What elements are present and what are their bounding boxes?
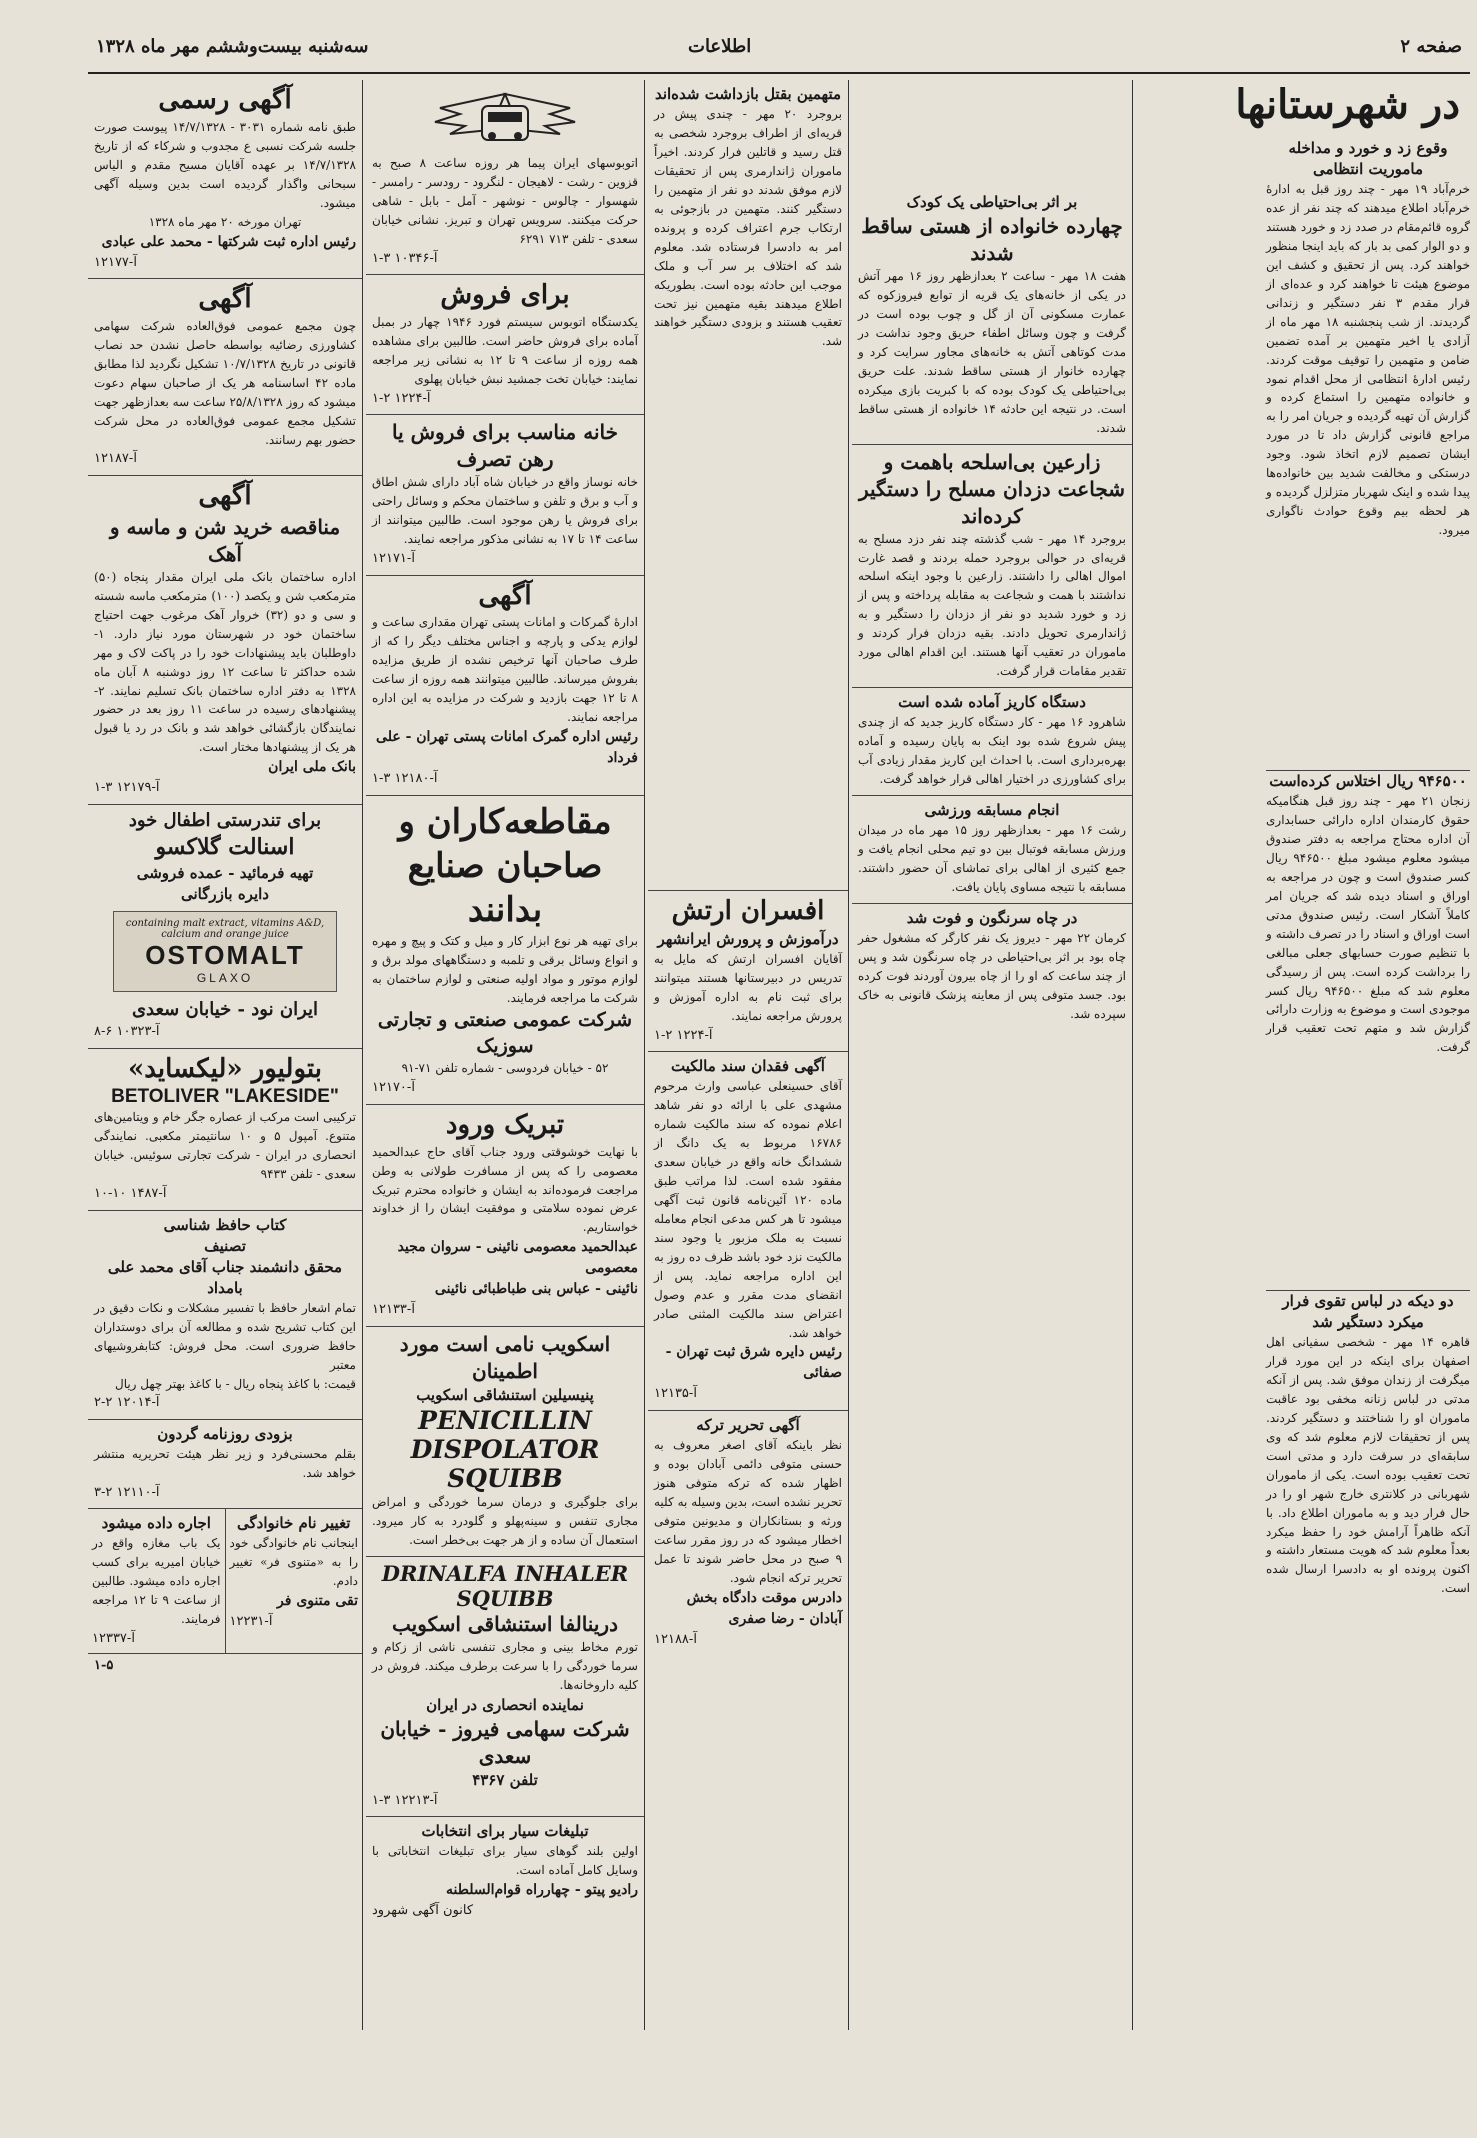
- ad-ref: آ-۱۲۰۱۴: [116, 1395, 160, 1411]
- ad-body: برای تهیه هر نوع ابزار کار و میل و کتک و پیچ و مهره و انواع وسائل برقی و تلمبه و دستگاههای مولد برق و لوازم موتور و مواد اولیه صنعتی و لوازم ساختمان به شرکت ما مراجعه فرمایند.: [372, 934, 638, 1006]
- ad-ref: آ-۱۲۱۱۰: [116, 1484, 160, 1500]
- ad-body: طبق نامه شماره ۳۰۳۱ - ۱۴/۷/۱۳۲۸ پیوست صورت جلسه شرکت نسبی ع مجدوب و شرکاء که از تاریخ ۱۴/۷/۱۳۲۸ بر عهده آقایان مسیح مقدم و الیاس سبحانی واگذار گردیده است بدین وسیله آگهی میشود.: [94, 119, 357, 210]
- article-body: رشت ۱۶ مهر - بعدازظهر روز ۱۵ مهر ماه در میدان ورزش مسابقه فوتبال بین دو تیم محلی انجام یافت و جمع کثیری از اهالی برای تماشای آن حضور داشتند. مسابقه با نتیجه مساوی پایان یافت.: [858, 823, 1127, 894]
- article-body: بروجرد ۲۰ مهر - چندی پیش در قریه‌ای از اطراف بروجرد شخصی به قتل رسید و قاتلین فرار کردند. اخیراً ماموران ژاندارمری پس از تحقیقات لازم موفق شدند دو نفر از متهمین را دستگیر کنند. متهمین در بازجوئی به ارتکاب جرم اعتراف کرده و پرونده امر به دادسرا فرستاده شد. معلوم شد که اختلاف بر سر آب و ملک موجب این حادثه بوده است. بطوریکه اطلاع میدهند بقیه متهمین نیز تحت تعقیب هستند و بزودی دستگیر خواهند شد.: [654, 107, 842, 349]
- article-headline: در چاه سرنگون و فوت شد: [906, 908, 1078, 927]
- ad-body: آقایان افسران ارتش که مایل به تدریس در دبیرستانها هستند میتوانند برای ثبت نام به اداره آموزش و پرورش مراجعه نمایند.: [654, 951, 842, 1023]
- ad-body: خانه نوساز واقع در خیابان شاه آباد دارای شش اطاق و آب و برق و تلفن و ساختمان محکم و وسائل راحتی برای فروش یا رهن موجود است. طالبین میتوانند از ساعت ۱۴ تا ۱۷ به نشانی مذکور مراجعه نمایند.: [372, 475, 638, 547]
- ad-ostomalt: [88, 805, 362, 1049]
- ad-body: ترکیبی است مرکب از عصاره جگر خام و ویتامین‌های متنوع. آمپول ۵ و ۱۰ سانتیمتر مکعبی. نمایندگی انحصاری در ایران - شرکت تجارتی سوئیس. خیابان سعدی - تلفن ۹۴۳۳: [94, 1110, 356, 1182]
- ad-body: یکدستگاه اتوبوس سیستم فورد ۱۹۴۶ چهار در بمبل آماده برای فروش حاضر است. طالبین برای مشاهده همه روزه از ساعت ۹ تا ۱۲ به نشانی زیر مراجعه نمایند: خیابان تخت جمشید نبش خیابان پهلوی: [372, 315, 638, 386]
- column-4: [366, 80, 644, 2030]
- ad-price: قیمت: با کاغذ پنجاه ریال - با کاغذ بهتر چهل ریال: [114, 1376, 356, 1391]
- column-5: [88, 80, 362, 2030]
- ad-date: تهران مورخه ۲۰ مهر ماه ۱۳۲۸: [148, 214, 302, 229]
- article-body: خرم‌آباد ۱۹ مهر - چند روز قبل به ادارهٔ خرم‌آباد اطلاع میدهند که چند نفر از عده گروه قائم‌مقام در صدد زد و خورد هستند و دو الوار کمی بد بار که باید اینجا منظور خواهند کرد. پس از تحقیق و کشف این موضوع هیئت تا خواهند کرد و عده‌ای از قرار مقدم ۳ نفر دستگیر و زندانی گردیدند. از شب پنجشنبه ۱۸ مهر ماه از آزادی یا اخیر متهمین بر آمده تضمین ضامن و متهمین را توقیف موقت کردند. رئیس ادارهٔ انتظامی از محل اقدام نمود و خانواده متهمین را استماع کرده و گزارش آن تهیه گردیده و جریان امر را به مراجع قانونی گزارش داد تا در مورد ایشان تصمیم لازم اتخاذ شود. وجود درستکی و مخالفت شدید بین خانواده‌ها پیدا شده و اینک شهربار متزلزل گردیده و هر لحظه بیم وقوع حوادث ناگواری میرود.: [1266, 182, 1470, 538]
- ad-name-change: [225, 1509, 363, 1652]
- ad-body: یک باب مغازه واقع در خیابان امیریه برای کسب اجاره داده میشود. طالبین از ساعت ۹ تا ۱۲ مراجعه فرمایند.: [92, 1536, 221, 1627]
- column-divider: [1132, 80, 1133, 2030]
- ad-headline: آگهی رسمی: [158, 85, 292, 115]
- article-body: زنجان ۲۱ مهر - چند روز قبل هنگامیکه حقوق کارمندان اداره دارائی حسابداری آن اداره محتاج مراجعه به دفتر صندوق میشود معلوم میشود مبلغ ۹۴۶۵۰۰ ریال کسر صندوق است و چون در مراجعه به اوراق و اسناد دیده شد که جریان امر کاملاً آشکار است. رئیس صندوق مدتی است اوراق و اسناد را در تصرف داشته و با تنظیم صورت حسابهای جعلی مبالغی را برداشت کرده است. پس از رسیدگی معلوم شد که مبلغ ۹۴۶۵۰۰ ریال کسر موجودی است و موضوع به وزارت دارائی گزارش شد و متهم تحت تعقیب قرار گرفت.: [1266, 794, 1470, 1055]
- article-escape: [1266, 1290, 1470, 1598]
- page-number: صفحه ۲: [1400, 36, 1462, 57]
- ad-ref: آ-۱۲۱۷۹: [116, 780, 160, 796]
- product-box: [113, 911, 337, 992]
- column-3: [648, 80, 848, 2030]
- ad-company: شرکت سهامی فیروز - خیابان سعدی: [380, 1716, 630, 1768]
- ad-subheadline-2: دایره بازرگانی: [180, 884, 269, 903]
- article-headline: دستگاه کاریز آماده شده است: [898, 693, 1086, 712]
- ad-body: تمام اشعار حافظ با تفسیر مشکلات و نکات دقیق در این کتاب تشریح شده و مطالعه آن برای دوستداران حافظ ضروری است. محل فروش: کتابفروشیهای معتبر: [94, 1300, 356, 1372]
- page-header: [88, 28, 1470, 74]
- ad-ref: آ-۱۲۱۳۵: [654, 1386, 697, 1402]
- ad-ref: آ-۱۰۳۲۳: [116, 1024, 160, 1040]
- ad-signature: تقی متنوی فر: [277, 1593, 358, 1610]
- article-kicker: بر اثر بی‌احتیاطی یک کودک: [906, 193, 1078, 211]
- ad-congratulations: [366, 1105, 644, 1327]
- ad-headline: آگهی: [478, 580, 532, 611]
- ad-body: با نهایت خوشوقتی ورود جناب آقای حاج عبدالحمید معصومی را که پس از مسافرت طولانی به وطن مراجعت فرموده‌اند به ایشان و خانواده محترم تبریک عرض نموده سلامتی و موفقیت ایشان را از خداوند خواستاریم.: [372, 1144, 638, 1235]
- ad-headline: تبریک ورود: [445, 1109, 565, 1140]
- ad-headline: بزودی روزنامه گردون: [157, 1424, 293, 1443]
- ad-for-rent: [88, 1509, 225, 1652]
- ad-author: محقق دانشمند جناب آقای محمد علی بامداد: [107, 1257, 343, 1297]
- article-farmers: [852, 445, 1132, 689]
- article-fire: [852, 188, 1132, 445]
- ad-body: اولین بلند گوهای سیار برای تبلیغات انتخاباتی با وسایل کامل آماده است.: [372, 1844, 638, 1878]
- ad-body: بقلم محسنی‌فرد و زیر نظر هیئت تحریریه منتشر خواهد شد.: [94, 1446, 356, 1480]
- ad-house-sale: [366, 415, 644, 575]
- ad-ref: آ-۱۲۱۸۸: [654, 1631, 697, 1647]
- product-name-latin: PENICILLIN DISPOLATOR: [410, 1405, 600, 1464]
- winged-bus-logo: [430, 84, 580, 154]
- ad-ref: آ-۱۲۲۴: [394, 390, 431, 406]
- ad-headline: اسکویب نامی است مورد اطمینان: [399, 1331, 611, 1383]
- ad-subheadline: مناقصه خرید شن و ماسه و آهک: [109, 514, 341, 566]
- ad-code: ۲-۲: [94, 1395, 113, 1411]
- article-embezzlement: [1266, 770, 1470, 1057]
- ad-body: اداره ساختمان بانک ملی ایران مقدار پنجاه (۵۰) مترمکعب شن و یکصد (۱۰۰) مترمکعب ماسه شسته و سی و دو (۳۲) خروار آهک مرغوب جهت احتیاج ساختمان خود در شهرستان مورد نیاز دارد. ۱- داوطلبان باید پیشنهادات خود را در پاکت لاک و مهر شده حداکثر تا ساعت ۱۲ روز دوشنبه ۸ آبان ماه ۱۳۲۸ به دفتر اداره ساختمان بانک تسلیم نمایند. ۲- پیشنهادهای رسیده در ساعت ۱۱ روز بعد در حضور نمایندگان بازگشائی خواهد شد و بانک در رد یا قبول هر یک از پیشنهادها مختار است.: [94, 569, 356, 755]
- article-body: کرمان ۲۲ مهر - دیروز یک نفر کارگر که مشغول حفر چاه بود بر اثر بی‌احتیاطی در چاه سرنگون شد و پس از چند ساعت که او را از چاه بیرون آوردند فوت کرده بود. جسد متوفی پس از معاینه پزشک قانونی به خاک سپرده شد.: [858, 930, 1126, 1021]
- ad-phone: تلفن ۴۳۶۷: [472, 1770, 538, 1789]
- ad-agent: نماینده انحصاری در ایران: [426, 1695, 584, 1714]
- ad-for-sale-bus: [366, 275, 644, 415]
- ad-body: تورم مخاط بینی و مجاری تنفسی ناشی از زکام و سرما خوردگی را با سرعت برطرف میکند. فروش در کلیه داروخانه‌ها.: [372, 1639, 638, 1692]
- column-1: [1136, 80, 1470, 2030]
- ad-signature: رئیس اداره گمرک امانات پستی تهران - علی فرداد: [376, 729, 638, 767]
- article-body: بروجرد ۱۴ مهر - شب گذشته چند نفر دزد مسلح به قریه‌ای در حوالی بروجرد حمله بردند و قصد غارت اموال اهالی را داشتند. زارعین با وجود اینکه اسلحه نداشتند با همت و شجاعت به مقابله پرداخته و پس از زد و خورد شدید دو نفر از دزدان را دستگیر و به ژاندارمری تحویل دادند. بقیه دزدان فرار کردند و ماموران در تعقیب آنها هستند. این اقدام اهالی مورد تقدیر مقامات قرار گرفت.: [858, 531, 1127, 679]
- ad-headline: آگهی: [198, 480, 252, 511]
- footer-code: ۱-۵: [94, 1657, 114, 1673]
- newspaper-page: [88, 28, 1470, 2038]
- ad-assembly: [88, 279, 362, 476]
- ad-code: ۳-۱: [372, 250, 391, 266]
- ad-customs: [366, 576, 644, 796]
- ad-headline: برای تندرستی اطفال خود: [128, 809, 322, 831]
- ad-code: ۳-۱: [372, 771, 391, 787]
- ad-ref: آ-۱۲۱۷۱: [372, 551, 415, 567]
- article-headline: وقوع زد و خورد و مداخله ماموریت انتظامی: [1288, 139, 1448, 178]
- ad-distributor: ایران نود - خیابان سعدی: [131, 998, 319, 1020]
- column-2: [852, 188, 1132, 2138]
- brand-name: OSTOMALT: [145, 939, 305, 970]
- ad-signature: رئیس دایره شرق ثبت تهران - صفائی: [665, 1344, 842, 1382]
- article-body: هفت ۱۸ مهر - ساعت ۲ بعدازظهر روز ۱۶ مهر آتش در یکی از خانه‌های یک قریه از توابع فیروزکوه که عمارت مسکونی آن از گل و چوب بوده است در گرفت و چون وسائل اطفاء حریق وجود نداشت در مدت کوتاهی آتش به خانه‌های مجاور سرایت کرد و چهارده خانوار از هستی ساقط شدند. علت حریق بی‌احتیاطی یک کودک بوده که با کبریت بازی میکرده است. در نتیجه این حادثه ۱۴ خانواده از هستی ساقط شدند.: [858, 269, 1127, 435]
- ad-ref: آ-۱۲۱۸۷: [94, 451, 137, 467]
- ad-headline: آگهی فقدان سند مالکیت: [671, 1057, 825, 1076]
- article-violence: [1266, 138, 1470, 540]
- article-headline: انجام مسابقه ورزشی: [924, 801, 1060, 820]
- ad-lost-deed: [648, 1052, 848, 1411]
- ad-signature: رئیس اداره ثبت شرکتها - محمد علی عبادی: [101, 233, 356, 250]
- ad-tender: [88, 476, 362, 805]
- ad-code: ۶-۸: [94, 1024, 113, 1040]
- ad-body: چون مجمع عمومی فوق‌العاده شرکت سهامی کشاورزی رضائیه بواسطه حاصل نشدن حد نصاب قانونی در تاریخ ۱۰/۷/۱۳۲۸ تشکیل نگردید لذا مطابق ماده ۴۲ اساسنامه هر یک از صاحبان سهام دعوت میشود که روز ۲۵/۸/۱۳۲۸ ساعت سه بعدازظهر جهت تشکیل مجمع عمومی فوق‌العاده در محل شرکت حضور بهم رسانند.: [94, 318, 357, 447]
- article-body: قاهره ۱۴ مهر - شخصی سفیانی اهل اصفهان برای اینکه در این مورد قرار میگرفت از زندان موفق شد. پس از آنکه مدتی در لباس زنانه مخفی بود عاقبت ماموران او را شناختند و دستگیر کردند. پس از تحقیقات لازم معلوم شد که وی سابقه‌ای در سرقت دارد و مدتی است تحت تعقیب بوده است. یکی از ماموران شهربانی در کلانتری خارج شهر او را در حال فرار دید و به ماموران اطلاع داد. با آنکه ظاهراً آرامش خود را حفظ میکرد بعداً معلوم شد که هویت مستعار داشته و اکنون پرونده او به دادسرا ارسال شده است.: [1266, 1335, 1470, 1596]
- ad-product: اسنالت گلاکسو: [155, 834, 295, 861]
- ad-code: کانون آگهی شهرود: [372, 1903, 474, 1918]
- ad-election: [366, 1817, 644, 1926]
- ad-ref: آ-۱۲۲۱۳: [394, 1792, 438, 1808]
- section-title: در شهرستانها: [1235, 81, 1460, 128]
- ad-squibb-penicillin: [366, 1327, 644, 1557]
- article-well: [852, 904, 1132, 1030]
- article-headline: زارعین بی‌اسلحه باهمت و شجاعت دزدان مسلح را دستگیر کرده‌اند: [858, 449, 1125, 528]
- ad-code: ۲-۱: [654, 1027, 673, 1043]
- ad-body: ادارهٔ گمرکات و امانات پستی تهران مقداری ساعت و لوازم یدکی و پارچه و اجناس مختلف دیگر را که از طرف صاحبان آنها ترخیص نشده از طریق مزایده بفروش میرساند. طالبین میتوانند همه روزه از ساعت ۸ تا ۱۲ جهت بازدید و شرکت در مزایده به این اداره مراجعه نمایند.: [372, 615, 638, 725]
- brand-latin: SQUIBB: [447, 1463, 563, 1493]
- ad-headline: اجاره داده میشود: [101, 1514, 211, 1533]
- ad-code: ۲-۳: [94, 1484, 113, 1500]
- ad-iran-peyma: [366, 80, 644, 275]
- article-headline: چهارده خانواده از هستی ساقط شدند: [861, 214, 1123, 265]
- ad-headline: تبلیغات سیار برای انتخابات: [421, 1822, 589, 1841]
- ad-ref: آ-۱۰۳۴۶: [394, 250, 438, 266]
- ad-subheadline: پنیسیلین استنشاقی اسکویب: [416, 1385, 594, 1404]
- ad-headline: برای فروش: [440, 280, 570, 311]
- ad-code: ۲-۱: [372, 390, 391, 406]
- ad-ref: آ-۱۲۱۷۷: [94, 254, 137, 270]
- ad-code: ۱۰-۱۰: [94, 1186, 127, 1202]
- ad-ref: آ-۱۲۲۴: [676, 1027, 713, 1043]
- ad-body: اینجانب نام خانوادگی خود را به «متنوی فر» تغییر دادم.: [229, 1536, 358, 1589]
- small-ads-row: [88, 1509, 362, 1653]
- ad-headline: بتولیور «لیکساید»: [128, 1053, 322, 1084]
- ad-headline: آگهی: [198, 284, 252, 315]
- ad-label: تصنیف: [204, 1236, 246, 1255]
- ad-ref: آ-۱۲۲۳۱: [229, 1614, 273, 1630]
- ad-body: اتوبوسهای ایران پیما هر روزه ساعت ۸ صبح به قزوین - رشت - لاهیجان - لنگرود - رودسر - رامسر - شهسوار - چالوس - نوشهر - آمل - بابل - شاهی حرکت میکنند. سرویس تهران و تبریز. نشانی خیابان سعدی - تلفن ۷۱۳ ۶۲۹۱: [372, 156, 638, 246]
- article-headline: دو دیکه در لباس تقوی فرار میکرد دستگیر شد: [1282, 1292, 1454, 1331]
- article-murder: [648, 80, 848, 891]
- ad-address: ۵۲ - خیابان فردوسی - شماره تلفن ۷۱-۹۱: [401, 1061, 609, 1076]
- ad-headline: افسران ارتش: [671, 896, 825, 926]
- column-divider: [848, 80, 849, 2030]
- newspaper-name: اطلاعات: [688, 36, 752, 57]
- ad-body: برای جلوگیری و درمان سرما خوردگی و امراض مجاری تنفس و سینه‌پهلو و گلودرد به کار میرود. استعمال آن ساده و از هر جهت بی‌خطر است.: [372, 1494, 638, 1547]
- ad-hafez-book: [88, 1211, 362, 1420]
- ad-headline: درینالفا استنشاقی اسکویب: [392, 1611, 618, 1636]
- ad-ref: آ-۱۲۱۷۰: [372, 1080, 415, 1096]
- ad-headline: مقاطعه‌کاران و صاحبان صنایع بدانند: [398, 801, 612, 931]
- product-name-latin: DRINALFA INHALER SQUIBB: [381, 1560, 629, 1611]
- column-divider: [644, 80, 645, 2030]
- issue-date: سه‌شنبه بیست‌وششم مهر ماه ۱۳۲۸: [96, 36, 369, 57]
- ad-signature: دادرس موقت دادگاه بخش آبادان - رضا صفری: [686, 1589, 842, 1627]
- ad-ref: آ-۱۲۳۳۷: [92, 1631, 135, 1647]
- ad-headline: تغییر نام خانوادگی: [237, 1514, 351, 1533]
- ad-squibb-drinalfa: [366, 1557, 644, 1817]
- ad-code: ۳-۱: [372, 1792, 391, 1808]
- article-headline: ۹۴۶۵۰۰ ریال اختلاس کرده‌است: [1269, 772, 1467, 790]
- ad-body: آقای حسینعلی عباسی وارث مرحوم مشهدی علی با ارائه دو نفر شاهد اعلام نموده که سند مالکیت شماره ۱۶۷۸۶ مربوط به یک دانگ از ششدانگ خانه واقع در خیابان سعدی مفقود شده است. لذا مراتب طبق ماده ۱۲۰ آئین‌نامه قانون ثبت آگهی میشود تا هر کس مدعی انجام معامله نسبت به ملک مزبور یا وجود سند مالکیت نزد خود باشد ظرف ده روز به این اداره مراجعه نماید. پس از انقضای مدت مقرر و عدم وصول اعتراض سند مالکیت المثنی صادر خواهد شد.: [654, 1079, 842, 1340]
- article-kariz: [852, 688, 1132, 796]
- ad-subheadline: درآموزش و پرورش ایرانشهر: [657, 929, 839, 948]
- ad-company: شرکت عمومی صنعتی و تجارتی سوزیک: [377, 1009, 633, 1057]
- ad-headline: آگهی تحریر ترکه: [696, 1415, 800, 1434]
- ad-body: نظر باینکه آقای اصغر معروف به حسنی متوفی دائمی آبادان بوده و اظهار شده که ترکه متوفی هنوز تحریر نشده است، بدین وسیله به کلیه ورثه و بستانکاران و مدیونین متوفی اخطار میشود که در روز مقرر ساعت ۹ صبح در محل حاضر شوند تا عمل تحریر ترکه انجام شود.: [654, 1437, 842, 1585]
- ad-signature: رادیو پیتو - چهارراه قوام‌السلطنه: [446, 1882, 638, 1898]
- ad-official: [88, 80, 362, 279]
- ad-contractors: [366, 796, 644, 1105]
- ad-ref: آ-۱۴۸۷: [130, 1186, 167, 1202]
- article-sports: [852, 796, 1132, 904]
- ad-signature-2: نائینی - عباس بنی طباطبائی نائینی: [434, 1281, 638, 1298]
- ad-headline: خانه مناسب برای فروش یا رهن تصرف: [392, 420, 618, 472]
- ad-ref: آ-۱۲۱۸۰: [394, 771, 438, 787]
- box-text: containing malt extract, vitamins A&D, calcium and orange juice: [125, 917, 325, 940]
- ad-gardoon: [88, 1420, 362, 1509]
- ad-code: ۳-۱: [94, 780, 113, 796]
- article-body: شاهرود ۱۶ مهر - کار دستگاه کاریز جدید که از چندی پیش شروع شده بود اینک به پایان رسیده و آماده بهره‌برداری است. با احداث این کاریز مقدار زیادی آب برای کشاورزی در اختیار اهالی قرار خواهد گرفت.: [858, 715, 1126, 787]
- ad-signature: عبدالحمید معصومی نائینی - سروان مجید معصومی: [397, 1239, 638, 1277]
- ad-estate: [648, 1411, 848, 1655]
- ad-ref: آ-۱۲۱۳۳: [372, 1302, 415, 1318]
- column-divider: [362, 80, 363, 2030]
- ad-signature: بانک ملی ایران: [268, 759, 356, 776]
- article-headline: متهمین بقتل بازداشت شده‌اند: [654, 85, 842, 103]
- ad-army-officers: [648, 891, 848, 1052]
- ad-betoliver: [88, 1049, 362, 1211]
- product-name-latin: BETOLIVER "LAKESIDE": [111, 1086, 339, 1108]
- ad-subheadline: تهیه فرمائید - عمده فروشی: [136, 863, 314, 882]
- ad-headline: کتاب حافظ شناسی: [163, 1215, 287, 1234]
- maker-name: GLAXO: [196, 970, 254, 985]
